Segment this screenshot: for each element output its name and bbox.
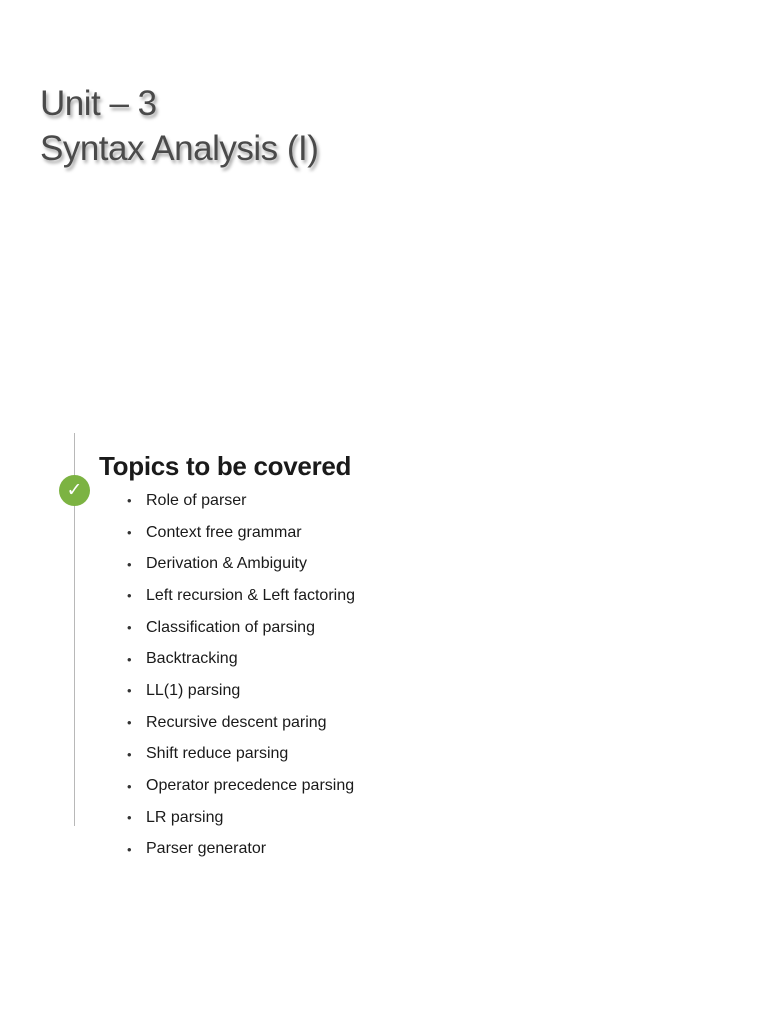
bullet-icon: • — [127, 525, 132, 541]
list-item — [127, 802, 355, 834]
bullet-icon: • — [127, 588, 132, 604]
topic-list — [127, 485, 355, 865]
list-item — [127, 643, 355, 675]
bullet-icon: • — [127, 810, 132, 826]
section-heading: Topics to be covered — [99, 451, 352, 481]
list-item — [127, 548, 355, 580]
bullet-icon: • — [127, 620, 132, 636]
list-item — [127, 580, 355, 612]
page-title: Syntax Analysis (I) — [40, 129, 319, 168]
list-item-label: LR parsing — [146, 808, 224, 826]
check-icon: ✓ — [59, 475, 90, 506]
list-item — [127, 675, 355, 707]
bullet-icon: • — [127, 683, 132, 699]
list-item — [127, 834, 355, 866]
bullet-icon: • — [127, 556, 132, 572]
list-item — [127, 517, 355, 549]
bullet-icon: • — [127, 493, 132, 509]
list-item-label: Role of parser — [146, 491, 247, 509]
list-item — [127, 770, 355, 802]
bullet-icon: • — [127, 841, 132, 857]
list-item-label: Shift reduce parsing — [146, 745, 289, 763]
bullet-icon: • — [127, 715, 132, 731]
title-block — [40, 82, 318, 172]
list-item-label: Context free grammar — [146, 523, 302, 541]
list-item-label: Classification of parsing — [146, 618, 315, 636]
bullet-icon: • — [127, 778, 132, 794]
list-item-label: Parser generator — [146, 840, 267, 858]
list-item-label: Backtracking — [146, 650, 238, 668]
list-item-label: Left recursion & Left factoring — [146, 586, 355, 604]
bullet-icon: • — [127, 746, 132, 762]
list-item — [127, 485, 355, 517]
list-item-label: Operator precedence parsing — [146, 777, 355, 795]
list-item — [127, 739, 355, 771]
list-item-label: Derivation & Ambiguity — [146, 555, 307, 573]
bullet-icon: • — [127, 651, 132, 667]
list-item-label: Recursive descent paring — [146, 713, 327, 731]
unit-title: Unit – 3 — [40, 84, 157, 123]
list-item — [127, 707, 355, 739]
list-item-label: LL(1) parsing — [146, 681, 241, 699]
list-item — [127, 612, 355, 644]
